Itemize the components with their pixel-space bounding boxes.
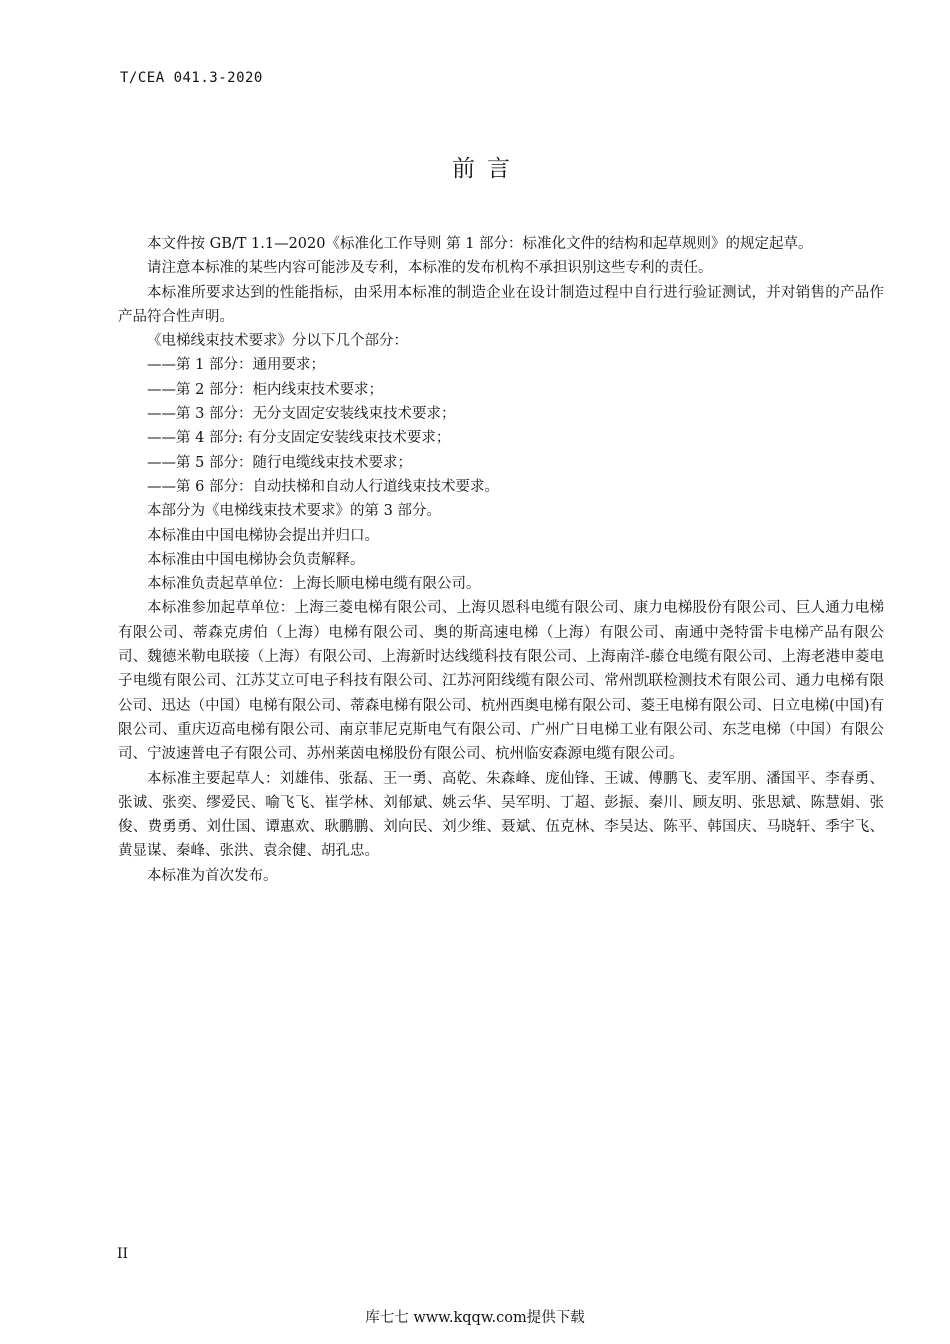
paragraph-participating-drafters: 本标准参加起草单位：上海三菱电梯有限公司、上海贝恩科电缆有限公司、康力电梯股份有限公司、巨人通力电梯有限公司、蒂森克虏伯（上海）电梯有限公司、奥的斯高速电梯（上海）有限公司、南通中尧特雷卡电梯产品有限公司、魏德米勒电联接（上海）有限公司、上海新时达线缆科技有限公司、上海南洋-藤仓电缆有限公司、上海老港申菱电子电缆有限公司、江苏艾立可电子科技有限公司、江苏河阳线缆有限公司、常州凯联检测技术有限公司、通力电梯有限公司、迅达（中国）电梯有限公司、蒂森电梯有限公司、杭州西奥电梯有限公司、菱王电梯有限公司、日立电梯(中国)有限公司、重庆迈高电梯有限公司、南京菲尼克斯电气有限公司、广州广日电梯工业有限公司、东芝电梯（中国）有限公司、宁波速普电子有限公司、苏州莱茵电梯股份有限公司、杭州临安森源电缆有限公司。 <box>118 600 884 763</box>
page-number: II <box>117 1246 129 1262</box>
list-item-part-2: ——第 2 部分：柜内线束技术要求； <box>147 381 383 398</box>
paragraph-lead-drafter: 本标准负责起草单位：上海长顺电梯电缆有限公司。 <box>147 576 481 593</box>
list-item-part-3: ——第 3 部分：无分支固定安装线束技术要求； <box>147 406 456 423</box>
paragraph-first-release: 本标准为首次发布。 <box>147 867 278 884</box>
list-item-part-5: ——第 5 部分：随行电缆线束技术要求； <box>147 454 412 471</box>
paragraph-patent-notice: 请注意本标准的某些内容可能涉及专利，本标准的发布机构不承担识别这些专利的责任。 <box>147 260 713 277</box>
paragraph-proposed-by: 本标准由中国电梯协会提出并归口。 <box>147 527 379 544</box>
paragraph-performance: 本标准所要求达到的性能指标，由采用本标准的制造企业在设计制造过程中自行进行验证测试，并对销售的产品作产品符合性声明。 <box>118 284 884 325</box>
list-item-part-1: ——第 1 部分：通用要求； <box>147 357 325 374</box>
paragraph-interpretation: 本标准由中国电梯协会负责解释。 <box>147 551 365 568</box>
download-footer: 库七七 www.kqqw.com提供下载 <box>365 1310 585 1326</box>
page-title: 前言 <box>452 156 522 182</box>
paragraph-parts-intro: 《电梯线束技术要求》分以下几个部分： <box>147 333 408 350</box>
document-code: T/CEA 041.3-2020 <box>120 70 263 86</box>
list-item-part-6: ——第 6 部分：自动扶梯和自动人行道线束技术要求。 <box>147 478 499 495</box>
preface-body <box>118 232 884 888</box>
paragraph-this-part: 本部分为《电梯线束技术要求》的第 3 部分。 <box>147 503 441 520</box>
paragraph-main-drafters: 本标准主要起草人：刘雄伟、张磊、王一勇、高乾、朱森峰、庞仙锋、王诚、傅鹏飞、麦军朋、潘国平、李春勇、张诚、张奕、缪爱民、喻飞飞、崔学林、刘郁斌、姚云华、吴军明、丁超、彭振、秦川、顾友明、张思斌、陈慧娟、张俊、费勇勇、刘仕国、谭惠欢、耿鹏鹏、刘向民、刘少维、聂斌、伍克林、李吴达、陈平、韩国庆、马晓轩、季宇飞、黄显谋、秦峰、张洪、袁余健、胡孔忠。 <box>118 770 884 860</box>
list-item-part-4: ——第 4 部分: 有分支固定安装线束技术要求； <box>147 430 451 447</box>
paragraph-drafting-rules: 本文件按 GB/T 1.1—2020《标准化工作导则 第 1 部分：标准化文件的结构和起草规则》的规定起草。 <box>147 236 813 252</box>
